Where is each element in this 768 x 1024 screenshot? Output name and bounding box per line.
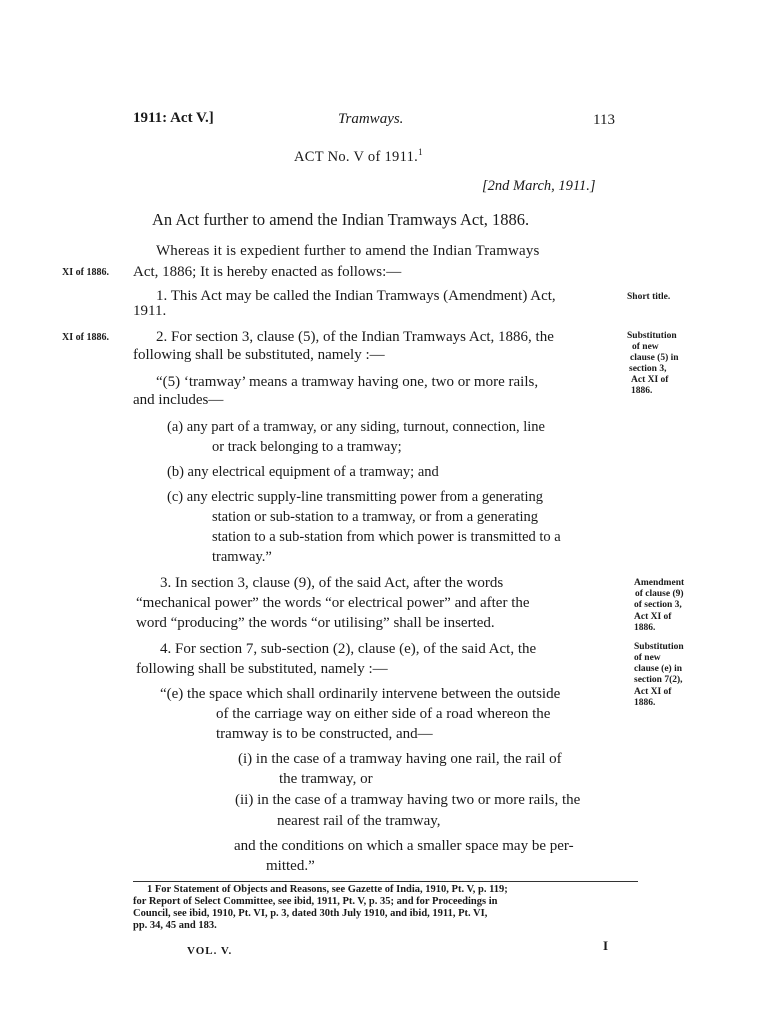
side-note-line: of new [634,653,661,663]
side-note-line: Amendment [634,578,685,588]
footnote-line-4: pp. 34, 45 and 183. [133,920,217,931]
section-3-line-3: word “producing” the words “or utilising” shall be inserted. [136,615,495,631]
act-date: [2nd March, 1911.] [482,178,596,194]
side-note-line: section 7(2), [634,675,683,685]
item-b-line-1: (b) any electrical equipment of a tramway; and [167,464,439,480]
footnote-line-2: for Report of Select Committee, see ibid, 1911, Pt. V, p. 35; and for Proceedings in [133,896,498,907]
long-title: An Act further to amend the Indian Tramways Act, 1886. [152,210,530,229]
side-note-line: Act XI of [634,612,672,622]
item-c-line-2: station or sub-station to a tramway, or from a generating [212,509,539,525]
running-header-title: Tramways. [338,111,404,127]
section-4-line-2: following shall be substituted, namely :— [136,661,388,677]
section-4-line-1: 4. For section 7, sub-section (2), clause (e), of the said Act, the [160,641,537,657]
section-4-line-10: and the conditions on which a smaller space may be per- [234,838,574,854]
item-c-line-4: tramway.” [212,549,272,565]
section-4-line-5: tramway is to be constructed, and— [216,726,433,742]
footnote-line-3: Council, see ibid, 1910, Pt. VI, p. 3, dated 30th July 1910, and ibid, 1911, Pt. VI, [133,908,488,919]
section-3-line-2: “mechanical power” the words “or electrical power” and after the [136,595,530,611]
side-note-line: Substitution [634,642,684,652]
preamble-margin-note: XI of 1886. [62,267,109,278]
side-note-line: clause (e) in [634,664,683,674]
page-number: 113 [593,112,615,128]
footnote-marker: 1 [418,147,423,157]
signature-mark: I [603,938,609,953]
section-1-side-note: Short title. [627,292,671,302]
section-1-line-1: 1. This Act may be called the Indian Tramways (Amendment) Act, [156,288,556,304]
side-note-line: of clause (9) [635,589,684,599]
item-a-line-1: (a) any part of a tramway, or any siding, turnout, connection, line [167,419,545,435]
section-4-line-4: of the carriage way on either side of a road whereon the [216,706,551,722]
volume-label: VOL. V. [187,945,233,957]
section-2-margin-note: XI of 1886. [62,332,109,343]
side-note-line: of new [632,342,659,352]
section-2-line-1: 2. For section 3, clause (5), of the Indian Tramways Act, 1886, the [156,329,554,345]
running-header-left: 1911: Act V.] [133,110,214,126]
preamble-line-1: Whereas it is expedient further to amend the Indian Tramways [156,243,540,259]
section-2-line-2: following shall be substituted, namely :— [133,347,385,363]
act-title [294,147,423,166]
section-4-line-7: the tramway, or [279,771,373,787]
section-2-line-3: “(5) ‘tramway’ means a tramway having one, two or more rails, [156,374,539,390]
section-4-line-11: mitted.” [266,858,315,874]
footnote-line-1: 1 For Statement of Objects and Reasons, see Gazette of India, 1910, Pt. V, p. 119; [147,884,508,895]
item-a-line-2: or track belonging to a tramway; [212,439,402,455]
side-note-line: of section 3, [634,600,682,610]
side-note-line: Substitution [627,331,677,341]
side-note-line: 1886. [631,386,653,396]
section-1-line-2: 1911. [133,303,167,319]
preamble-line-2: Act, 1886; It is hereby enacted as follows:— [133,264,402,280]
side-note-line: Act XI of [631,375,669,385]
section-2-line-4: and includes— [133,392,224,408]
footnote-rule [133,881,638,882]
item-c-line-3: station to a sub-station from which power is transmitted to a [212,529,561,545]
section-4-line-8: (ii) in the case of a tramway having two or more rails, the [235,792,581,808]
side-note-line: section 3, [629,364,667,374]
section-4-line-9: nearest rail of the tramway, [277,813,441,829]
act-title-text: ACT No. V of 1911. [294,148,419,165]
side-note-line: 1886. [634,623,656,633]
section-4-line-6: (i) in the case of a tramway having one rail, the rail of [238,751,562,767]
side-note-line: clause (5) in [630,353,679,363]
item-c-line-1: (c) any electric supply-line transmitting power from a generating [167,489,544,505]
side-note-line: 1886. [634,698,656,708]
side-note-line: Act XI of [634,687,672,697]
section-4-line-3: “(e) the space which shall ordinarily intervene between the outside [160,686,561,702]
section-3-line-1: 3. In section 3, clause (9), of the said Act, after the words [160,575,504,591]
